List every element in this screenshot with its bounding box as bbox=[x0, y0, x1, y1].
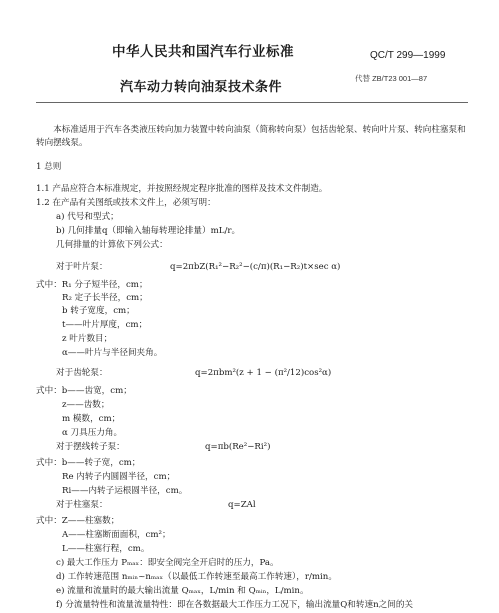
item-b-note: 几何排量的计算依下列公式： bbox=[56, 240, 168, 250]
standard-code: QC/T 299—1999 bbox=[370, 50, 446, 61]
standard-title: 中华人民共和国汽车行业标准 bbox=[112, 44, 294, 60]
replace-note: 代替 ZB/T23 001—87 bbox=[355, 74, 428, 83]
cycloid-def: Ri——内转子运根圆半径，cm。 bbox=[62, 486, 188, 496]
cycloid-pump-formula: q=πb(Re²−Ri²) bbox=[205, 442, 271, 452]
plunger-where: 式中：Z——柱塞数； bbox=[36, 516, 120, 526]
cycloid-def: Re 内转子内圆圆半径，cm； bbox=[62, 472, 176, 482]
gear-pump-label: 对于齿轮泵： bbox=[56, 368, 108, 378]
gear-def: z——齿数； bbox=[62, 400, 110, 410]
item-c: c) 最大工作压力 Pₘₐₓ：即安全阀完全开启时的压力，Pa。 bbox=[56, 558, 279, 568]
item-a: a) 代号和型式； bbox=[56, 212, 119, 222]
plunger-def: A——柱塞断面面积，cm²； bbox=[62, 530, 171, 540]
gear-where: 式中：b——齿宽，cm； bbox=[36, 386, 132, 396]
plunger-def: L——柱塞行程，cm。 bbox=[62, 544, 150, 554]
gear-pump-formula: q=2πbm²(z + 1 − (π²/12)cos²α) bbox=[195, 368, 332, 378]
item-b: b) 几何排量q（即输入轴每转理论排量）mL/r。 bbox=[56, 226, 241, 236]
gear-def: m 模数，cm； bbox=[62, 414, 121, 424]
intro-paragraph: 本标准适用于汽车各类液压转向加力装置中转向油泵（简称转向泵）包括齿轮泵、转向叶片泵、转向柱塞泵和转向摆线泵。 bbox=[36, 125, 466, 148]
vane-pump-formula: q=2πbZ(R₁²−R₂²−(c/π)(R₁−R₂)t×sec α) bbox=[170, 262, 341, 272]
section-1-title: 1 总则 bbox=[36, 162, 62, 172]
vane-def: z 叶片数目； bbox=[62, 334, 113, 344]
gear-def: α 刀具压力角。 bbox=[62, 428, 123, 438]
cycloid-pump-label: 对于摆线转子泵： bbox=[56, 442, 125, 452]
vane-def: b 转子宽度，cm； bbox=[62, 306, 135, 316]
clause-1-1: 1.1 产品应符合本标准规定，并按照经规定程序批准的图样及技术文件制造。 bbox=[36, 184, 328, 194]
vane-def: t——叶片厚度，cm； bbox=[62, 320, 148, 330]
vane-pump-label: 对于叶片泵： bbox=[56, 262, 108, 272]
item-d: d) 工作转速范围 nₘᵢₙ~nₘₐₓ（以最低工作转速至最高工作转速），r/min。 bbox=[56, 572, 337, 582]
cycloid-where: 式中：b——转子宽，cm； bbox=[36, 458, 141, 468]
item-e: e) 流量和流量时的最大输出流量 Qₘₐₓ，L/min 和 Qₘᵢₙ，L/min。 bbox=[56, 586, 309, 596]
plunger-pump-formula: q=ZAl bbox=[228, 500, 256, 510]
clause-1-2: 1.2 在产品有关图纸或技术文件上，必须写明： bbox=[36, 198, 216, 208]
vane-where: 式中：R₁ 分子短半径，cm； bbox=[36, 280, 148, 290]
vane-def: R₂ 定子长半径，cm； bbox=[62, 293, 148, 303]
plunger-pump-label: 对于柱塞泵： bbox=[56, 500, 108, 510]
vane-def: α——叶片与半径间夹角。 bbox=[62, 348, 163, 358]
item-f: f) 分流量特性和流量流量特性：即在各数据最大工作压力工况下，输出流量Q和转速n之间的关 bbox=[56, 600, 414, 610]
header-divider bbox=[36, 102, 468, 103]
document-title: 汽车动力转向油泵技术条件 bbox=[120, 80, 283, 95]
